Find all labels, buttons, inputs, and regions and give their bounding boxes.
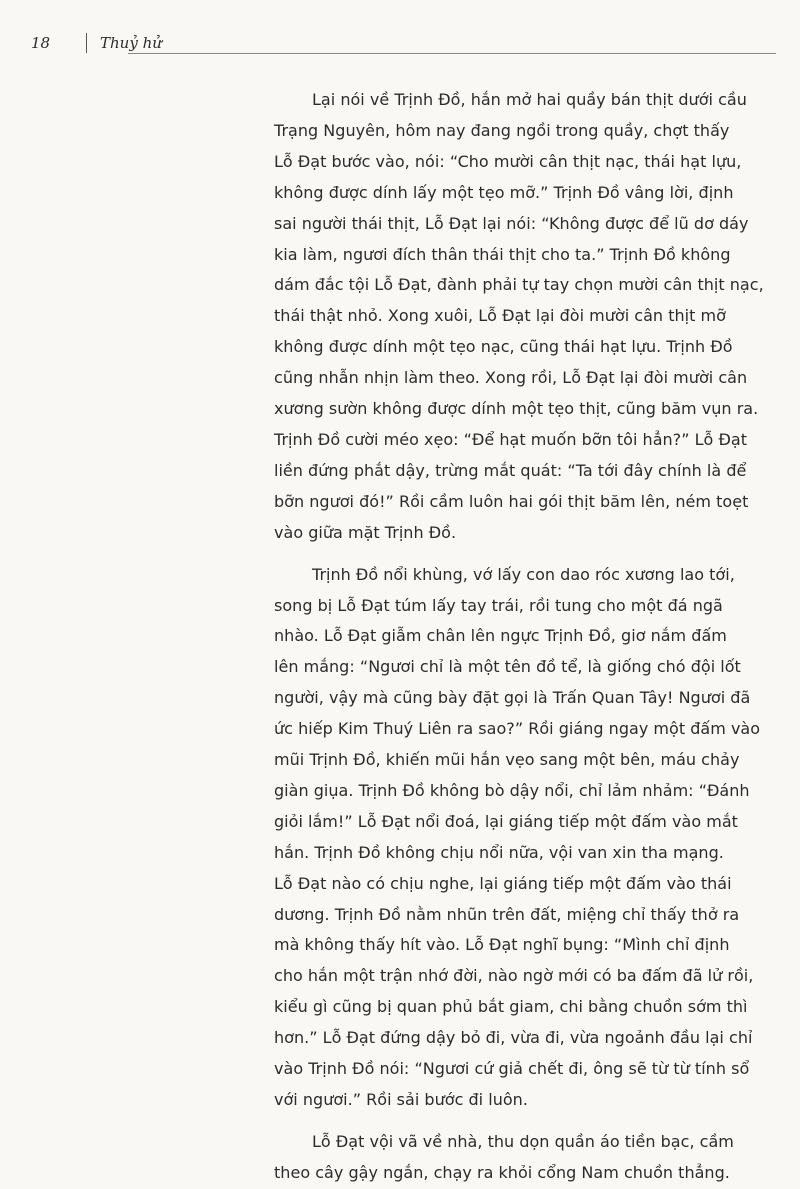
text-line: vào giữa mặt Trịnh Đồ.	[274, 522, 457, 542]
text-line: người, vậy mà cũng bày đặt gọi là Trấn Quan Tây! Ngươi đã	[274, 688, 751, 708]
text-line: giàn giụa. Trịnh Đồ không bò dậy nổi, chỉ lảm nhảm: “Đánh	[274, 780, 750, 800]
page-number: 18	[31, 34, 51, 52]
text-line: không được dính một tẹo nạc, cũng thái hạt lựu. Trịnh Đồ	[274, 337, 733, 357]
text-line: mũi Trịnh Đồ, khiến mũi hắn vẹo sang một bên, máu chảy	[274, 750, 740, 770]
text-line: cũng nhẫn nhịn làm theo. Xong rồi, Lỗ Đạt lại đòi mười cân	[274, 368, 748, 388]
text-line: song bị Lỗ Đạt túm lấy tay trái, rồi tung cho một đá ngã	[274, 595, 723, 615]
text-line: dám đắc tội Lỗ Đạt, đành phải tự tay chọn mười cân thịt nạc,	[274, 275, 764, 295]
paragraph-2	[274, 560, 762, 1116]
book-title: Thuỷ hử	[100, 34, 162, 52]
text-line: Lỗ Đạt vội vã về nhà, thu dọn quần áo tiền bạc, cầm	[312, 1131, 734, 1151]
text-line: Lỗ Đạt nào có chịu nghe, lại giáng tiếp một đấm vào thái	[274, 873, 732, 893]
paragraph-3	[274, 1127, 762, 1189]
text-line: hơn.” Lỗ Đạt đứng dậy bỏ đi, vừa đi, vừa ngoảnh đầu lại chỉ	[274, 1028, 753, 1048]
text-line: bỡn ngươi đó!” Rồi cầm luôn hai gói thịt băm lên, ném toẹt	[274, 491, 749, 511]
body-text	[274, 85, 762, 1189]
text-line: Trịnh Đồ cười méo xẹo: “Để hạt muốn bỡn tôi hẳn?” Lỗ Đạt	[274, 429, 747, 449]
header-rule	[128, 53, 776, 54]
text-line: không được dính lấy một tẹo mỡ.” Trịnh Đồ vâng lời, định	[274, 182, 734, 202]
text-line: xương sườn không được dính một tẹo thịt, cũng băm vụn ra.	[274, 399, 759, 419]
text-line: hắn. Trịnh Đồ không chịu nổi nữa, vội van xin tha mạng.	[274, 842, 724, 862]
text-line: kiểu gì cũng bị quan phủ bắt giam, chi bằng chuồn sớm thì	[274, 997, 748, 1017]
text-line: thái thật nhỏ. Xong xuôi, Lỗ Đạt lại đòi mười cân thịt mỡ	[274, 306, 726, 326]
page-header	[0, 0, 800, 60]
text-line: ức hiếp Kim Thuý Liên ra sao?” Rồi giáng ngay một đấm vào	[274, 719, 761, 739]
text-line: theo cây gậy ngắn, chạy ra khỏi cổng Nam chuồn thẳng.	[274, 1162, 730, 1182]
text-line: với ngươi.” Rồi sải bước đi luôn.	[274, 1090, 528, 1109]
text-line: giỏi lắm!” Lỗ Đạt nổi đoá, lại giáng tiếp một đấm vào mắt	[274, 811, 738, 831]
text-line: Lại nói về Trịnh Đồ, hắn mở hai quầy bán thịt dưới cầu	[312, 90, 747, 109]
text-line: sai người thái thịt, Lỗ Đạt lại nói: “Không được để lũ dơ dáy	[274, 213, 749, 233]
text-line: liền đứng phắt dậy, trừng mắt quát: “Ta tới đây chính là để	[274, 460, 747, 480]
text-line: Trịnh Đồ nổi khùng, vớ lấy con dao róc xương lao tới,	[312, 564, 735, 584]
header-separator	[86, 33, 87, 53]
text-line: Lỗ Đạt bước vào, nói: “Cho mười cân thịt nạc, thái hạt lựu,	[274, 151, 742, 171]
text-line: lên mắng: “Ngươi chỉ là một tên đồ tể, là giống chó đội lốt	[274, 657, 741, 677]
text-line: mà không thấy hít vào. Lỗ Đạt nghĩ bụng: “Mình chỉ định	[274, 935, 730, 955]
paragraph-1	[274, 85, 762, 549]
text-line: Trạng Nguyên, hôm nay đang ngồi trong quầy, chợt thấy	[274, 120, 730, 140]
text-line: dương. Trịnh Đồ nằm nhũn trên đất, miệng chỉ thấy thở ra	[274, 904, 740, 924]
text-line: kia làm, ngươi đích thân thái thịt cho ta.” Trịnh Đồ không	[274, 244, 731, 264]
text-line: nhào. Lỗ Đạt giẫm chân lên ngực Trịnh Đồ, giơ nắm đấm	[274, 626, 727, 646]
text-line: vào Trịnh Đồ nói: “Ngươi cứ giả chết đi, ông sẽ từ từ tính sổ	[274, 1059, 750, 1079]
text-line: cho hắn một trận nhớ đời, nào ngờ mới có ba đấm đã lử rồi,	[274, 966, 754, 986]
